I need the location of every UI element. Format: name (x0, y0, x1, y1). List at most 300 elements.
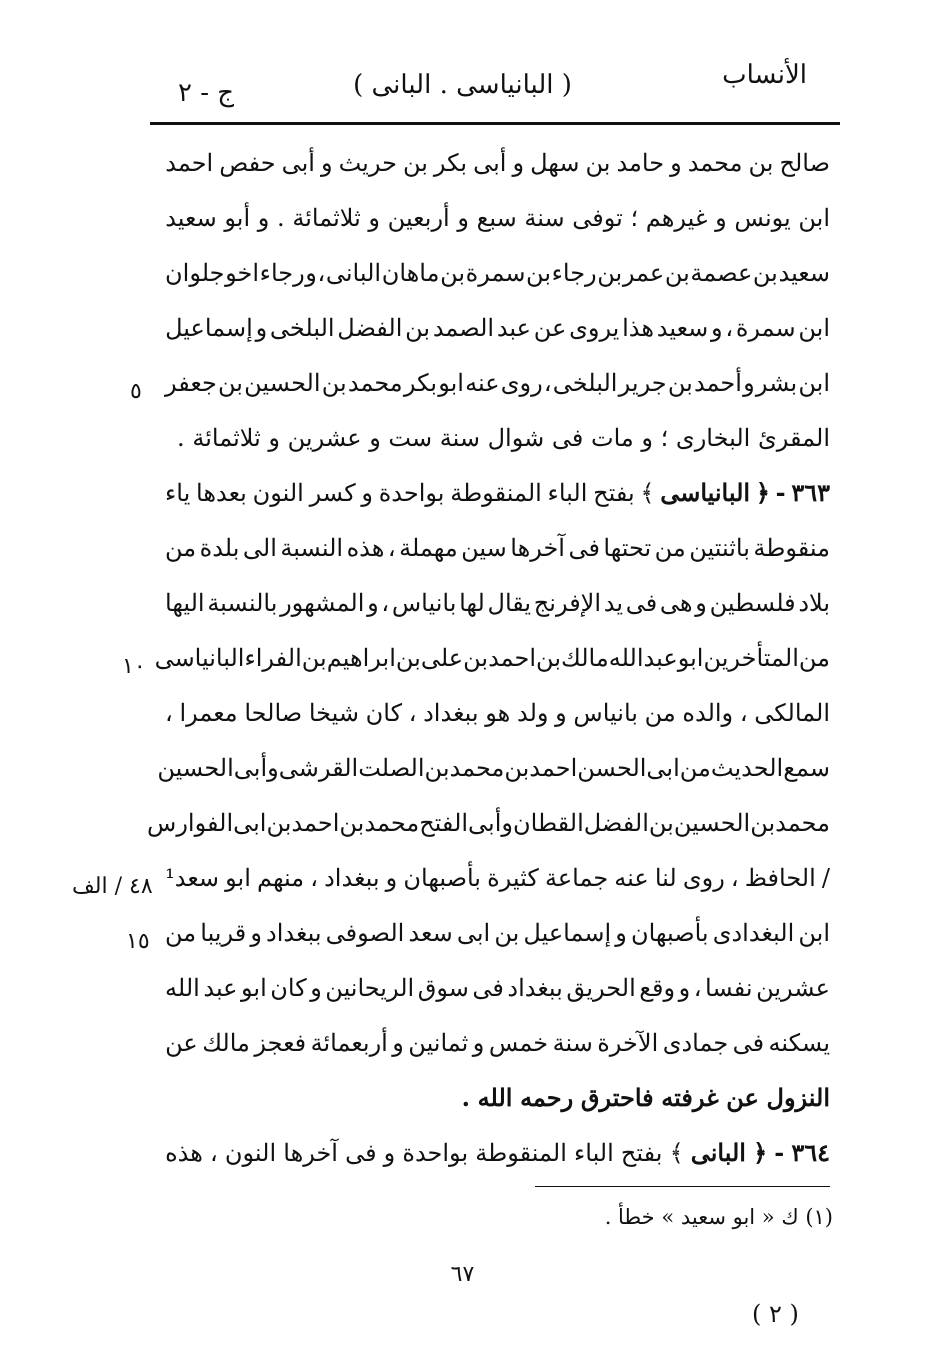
header-rule (150, 122, 840, 125)
text-line (165, 1015, 830, 1070)
word: فى (732, 1028, 765, 1057)
word: ؛ (630, 203, 639, 232)
word: ، (387, 533, 396, 562)
signature-mark: ( ٢ ) (752, 1300, 799, 1328)
margin-line-number-5: ٥ (130, 379, 142, 404)
word: ابو (438, 368, 464, 397)
word: بن (218, 368, 243, 397)
word: ؛ (660, 423, 669, 452)
word: محمد (687, 148, 743, 177)
word: من (798, 643, 830, 672)
word: و (555, 698, 567, 727)
word: عبد (496, 313, 531, 342)
word: ابراهيم (326, 643, 396, 672)
word: الآخرة (597, 1028, 659, 1057)
word: البانياسى (154, 643, 245, 672)
word: ابن (798, 203, 830, 232)
word: وقع (639, 973, 676, 1002)
word: حامد (616, 148, 665, 177)
word: ، (381, 588, 390, 617)
word: بن (405, 313, 431, 342)
word: الحافظ (744, 863, 816, 892)
word: بانياس (391, 588, 457, 617)
word: و (368, 203, 381, 232)
word: ، (408, 698, 417, 727)
word: فى (568, 533, 600, 562)
word: يقال (487, 588, 532, 617)
word: سعد¹ (165, 863, 220, 892)
word: كسر (309, 478, 356, 507)
word: بن (395, 643, 421, 672)
word: النسبة (280, 533, 344, 562)
word: ، (310, 863, 318, 892)
word: محمد (775, 808, 830, 837)
word: البانى (690, 1138, 746, 1167)
word: بن (402, 148, 428, 177)
word: أحمد (693, 368, 742, 397)
word: ابو (225, 863, 251, 892)
word: و (670, 148, 682, 177)
word: بن (585, 148, 611, 177)
word: الحريق (566, 973, 636, 1002)
word: كثيرة (487, 863, 539, 892)
word: إسماعيل (523, 918, 612, 947)
word: جرير (618, 368, 667, 397)
word: احمد (165, 148, 214, 177)
word: بفتح (593, 478, 635, 507)
word: يروى (569, 313, 620, 342)
word: ٣٦٣ (791, 478, 830, 507)
word: فى (472, 973, 504, 1002)
word: ماهان (381, 258, 440, 287)
word: باثنتين (689, 533, 750, 562)
word: بن (526, 258, 551, 287)
word: بن (504, 753, 530, 782)
word: بشر (755, 368, 798, 397)
word: سين (461, 533, 507, 562)
word: بأصبهان (403, 863, 481, 892)
word: الريحانين (325, 973, 415, 1002)
word: أربعين (387, 203, 450, 232)
word: النون (224, 1138, 277, 1167)
word: عشرين (756, 973, 830, 1002)
word: ، (725, 313, 734, 342)
word: محمد (347, 368, 403, 397)
word: و (321, 148, 333, 177)
word: عنه (465, 368, 500, 397)
text-line (165, 355, 830, 410)
word: سمع (783, 753, 830, 782)
word: عن (165, 1028, 198, 1057)
word: بفتح (620, 1138, 663, 1167)
word: النزول (766, 1083, 830, 1112)
word: المشهور (280, 588, 365, 617)
word: عصمة (690, 258, 753, 287)
word: ﴿ (753, 1138, 768, 1167)
word: المنقوطة (450, 478, 542, 507)
word: محمد (449, 753, 505, 782)
word: و (641, 423, 653, 452)
word: ابى (233, 808, 267, 837)
margin-line-number-15: ١٥ (126, 929, 150, 954)
word: بانياس (573, 698, 638, 727)
word: / (821, 863, 830, 892)
word: المالكى (754, 698, 830, 727)
body-text (147, 135, 830, 1180)
word: فى (551, 423, 584, 452)
word: بكر (433, 148, 468, 177)
word: عن (726, 1083, 759, 1112)
word: الصلت (358, 753, 425, 782)
word: ابى (456, 918, 491, 947)
word: ابو (241, 973, 267, 1002)
word: سعيد (778, 258, 830, 287)
word: البلخى (552, 368, 618, 397)
word: روى (682, 863, 725, 892)
volume-label: ج - ٢ (178, 78, 235, 108)
word: محمد (364, 808, 420, 837)
word: و (267, 753, 279, 782)
word: بلدة (199, 533, 240, 562)
word: ٣٦٤ (791, 1138, 830, 1167)
footnote: (١) ك « ابو سعيد » خطأ . (604, 1205, 833, 1229)
text-line (165, 135, 830, 190)
word: البانياسى (660, 478, 751, 507)
word: آخرها (510, 533, 565, 562)
word: القرشى (278, 753, 359, 782)
word: القطان (513, 808, 584, 837)
word: على (420, 643, 464, 672)
word: مالك (561, 643, 609, 672)
word: الفضل (337, 313, 403, 342)
word: آخرها (283, 1138, 338, 1167)
text-line (165, 190, 830, 245)
word: يد (603, 588, 624, 617)
word: فعجز (254, 1028, 307, 1057)
word: الحسن (577, 753, 647, 782)
word: كان (365, 698, 403, 727)
word: . (461, 1083, 470, 1112)
word: الحسين (673, 808, 751, 837)
word: و (369, 423, 381, 452)
word: المقرئ (757, 423, 830, 452)
word: بأصبهان (630, 918, 709, 947)
word: بن (748, 148, 774, 177)
word: نفسا (705, 973, 753, 1002)
word: البغدادى (712, 918, 795, 947)
word: رجاء (551, 258, 597, 287)
word: ، (210, 1138, 218, 1167)
word: عن (533, 313, 567, 342)
word: البانى (325, 258, 382, 287)
word: لها (459, 588, 485, 617)
word: و (501, 808, 513, 837)
word: اخو (225, 258, 260, 287)
word: قريبا (200, 918, 247, 947)
word: بكر (403, 368, 438, 397)
word: و (711, 313, 723, 342)
word: شوال (487, 423, 545, 452)
text-line (165, 850, 830, 905)
word: ابن (798, 918, 830, 947)
word: فى (625, 588, 658, 617)
word: خمس (488, 1028, 549, 1057)
word: بن (750, 808, 776, 837)
word: سعيد (165, 203, 217, 232)
word: بن (266, 808, 292, 837)
word: جماعة (544, 863, 609, 892)
word: إسماعيل (165, 313, 253, 342)
word: احمد (291, 808, 340, 837)
word: ، (543, 368, 552, 397)
word: عبد (643, 643, 678, 672)
word: و (457, 203, 469, 232)
word: الإفرنج (533, 588, 602, 617)
word: بواحدة (378, 478, 445, 507)
text-line (165, 1125, 830, 1180)
word: من (165, 533, 197, 562)
word: و (385, 863, 398, 892)
word: كان (270, 973, 307, 1002)
word: و (678, 973, 691, 1002)
word: . (277, 203, 285, 232)
word: ثلاثمائة (292, 203, 361, 232)
word: بن (664, 258, 690, 287)
word: الى (242, 533, 277, 562)
word: ﴾ (669, 1138, 684, 1167)
word: بالنسبة (207, 588, 278, 617)
word: جعفر (165, 368, 217, 397)
word: رجاء (259, 258, 305, 287)
text-line (165, 905, 830, 960)
text-line (165, 960, 830, 1015)
word: ، (317, 258, 326, 287)
word: الفراء (244, 643, 302, 672)
word: صالح (779, 148, 830, 177)
word: ثلاثمائة (192, 423, 261, 452)
word: عنه (614, 863, 649, 892)
word: معمرا (179, 698, 238, 727)
word: بن (648, 808, 674, 837)
word: الله (477, 1083, 513, 1112)
word: مهملة (399, 533, 458, 562)
word: روى (500, 368, 543, 397)
word: هذا (622, 313, 655, 342)
word: بن (440, 258, 466, 287)
word: مالك (202, 1028, 250, 1057)
text-line (165, 410, 830, 465)
word: حفص (219, 148, 276, 177)
book-title: الأنساب (722, 60, 807, 90)
word: من (654, 533, 686, 562)
word: البخارى (675, 423, 751, 452)
word: و (383, 1138, 396, 1167)
word: سمرة (465, 258, 526, 287)
word: ابن (798, 368, 830, 397)
word: منهم (257, 863, 305, 892)
word: غيرهم (645, 203, 708, 232)
word: توفى (572, 203, 623, 232)
word: أبو (224, 203, 251, 232)
word: ، (165, 698, 173, 727)
word: ببغداد (423, 698, 479, 727)
word: الله (608, 643, 644, 672)
page-number: ٦٧ (450, 1262, 475, 1287)
word: حريث (338, 148, 397, 177)
word: - (774, 1138, 785, 1167)
word: المتأخرين (703, 643, 799, 672)
text-line (165, 465, 830, 520)
word: البلخى (269, 313, 335, 342)
word: ببغداد (266, 918, 322, 947)
word: و (743, 368, 755, 397)
word: ثمانين (408, 1028, 469, 1057)
word: النون (252, 478, 304, 507)
word: اليها (165, 588, 205, 617)
word: ببغداد (507, 973, 563, 1002)
word: سهل (530, 148, 580, 177)
word: و (695, 588, 707, 617)
text-line (165, 1070, 830, 1125)
word: الحسين (244, 368, 321, 397)
word: سمرة (735, 313, 796, 342)
word: بن (667, 368, 693, 397)
word: ست (388, 423, 433, 452)
word: و (310, 973, 322, 1002)
word: يونس (734, 203, 791, 232)
word: شيخا (308, 698, 359, 727)
word: و (361, 478, 373, 507)
word: سنة (524, 203, 565, 232)
word: سبع (476, 203, 517, 232)
word: جمادى (662, 1028, 729, 1057)
word: بن (463, 643, 489, 672)
word: فاحترق (580, 1083, 654, 1112)
word: صالحا (244, 698, 303, 727)
word: بن (494, 918, 520, 947)
word: من (679, 753, 711, 782)
word: الصوفى (325, 918, 405, 947)
word: مات (591, 423, 634, 452)
word: بواحدة (402, 1138, 469, 1167)
word: الفضل (583, 808, 649, 837)
word: و (257, 203, 270, 232)
word: الله (165, 973, 200, 1002)
text-line (165, 245, 830, 300)
word: احمد (488, 643, 537, 672)
word: ، (730, 863, 739, 892)
word: ياء (165, 478, 191, 507)
word: منقوطة (753, 533, 830, 562)
text-line (165, 685, 830, 740)
word: الفوارس (147, 808, 234, 837)
footnote-rule (535, 1186, 830, 1187)
word: الحديث (710, 753, 784, 782)
word: بن (536, 643, 561, 672)
text-line (157, 740, 830, 795)
word: أربعمائة (310, 1028, 388, 1057)
word: بن (321, 368, 347, 397)
text-line (154, 630, 830, 685)
entries-title: ( البانياسى . البانى ) (353, 70, 572, 100)
margin-line-number-10: ١٠ (122, 654, 146, 679)
word: فى (345, 1138, 377, 1167)
text-line (165, 575, 830, 630)
word: ابى (646, 753, 680, 782)
word: . (177, 423, 185, 452)
word: سوق (417, 973, 469, 1002)
word: سعيد (656, 313, 709, 342)
word: ولد (516, 698, 549, 727)
margin-folio-number: ٤٨ / الف (72, 874, 153, 899)
word: الباء (547, 478, 588, 507)
word: عشرين (287, 423, 362, 452)
word: جلوان (165, 258, 225, 287)
word: بن (301, 643, 327, 672)
word: ، (693, 973, 702, 1002)
word: هذه (346, 533, 385, 562)
word: و (367, 588, 379, 617)
word: و (615, 918, 627, 947)
word: و (255, 313, 268, 342)
word: و (715, 203, 727, 232)
word: الصمد (432, 313, 495, 342)
word: ﴾ (640, 478, 655, 507)
word: غرفته (661, 1083, 719, 1112)
word: الحسين (157, 753, 234, 782)
word: تحتها (603, 533, 652, 562)
word: و (305, 258, 317, 287)
word: بن (597, 258, 623, 287)
word: ببغداد (324, 863, 380, 892)
word: الباء (573, 1138, 614, 1167)
word: أبى (233, 753, 268, 782)
word: أبى (473, 148, 507, 177)
word: ، (739, 698, 748, 727)
word: من (165, 918, 197, 947)
word: و (472, 1028, 485, 1057)
text-line (147, 795, 830, 850)
word: هى (659, 588, 693, 617)
word: عبد (203, 973, 238, 1002)
word: رحمه (520, 1083, 574, 1112)
word: سعد (408, 918, 453, 947)
word: ﴿ (755, 478, 770, 507)
word: - (775, 478, 786, 507)
word: لنا (654, 863, 677, 892)
word: والده (682, 698, 734, 727)
word: و (250, 918, 262, 947)
word: المنقوطة (475, 1138, 567, 1167)
word: هو (485, 698, 511, 727)
word: و (392, 1028, 404, 1057)
word: عمر (622, 258, 665, 287)
word: و (268, 423, 280, 452)
word: فلسطين (709, 588, 796, 617)
word: سنة (439, 423, 480, 452)
word: ابن (798, 313, 830, 342)
word: احمد (529, 753, 578, 782)
word: بن (752, 258, 778, 287)
word: هذه (165, 1138, 203, 1167)
word: سنة (552, 1028, 593, 1057)
word: بن (424, 753, 450, 782)
word: بن (339, 808, 365, 837)
word: ابو (677, 643, 704, 672)
word: من (644, 698, 676, 727)
word: بعدها (196, 478, 247, 507)
word: أبى (281, 148, 315, 177)
